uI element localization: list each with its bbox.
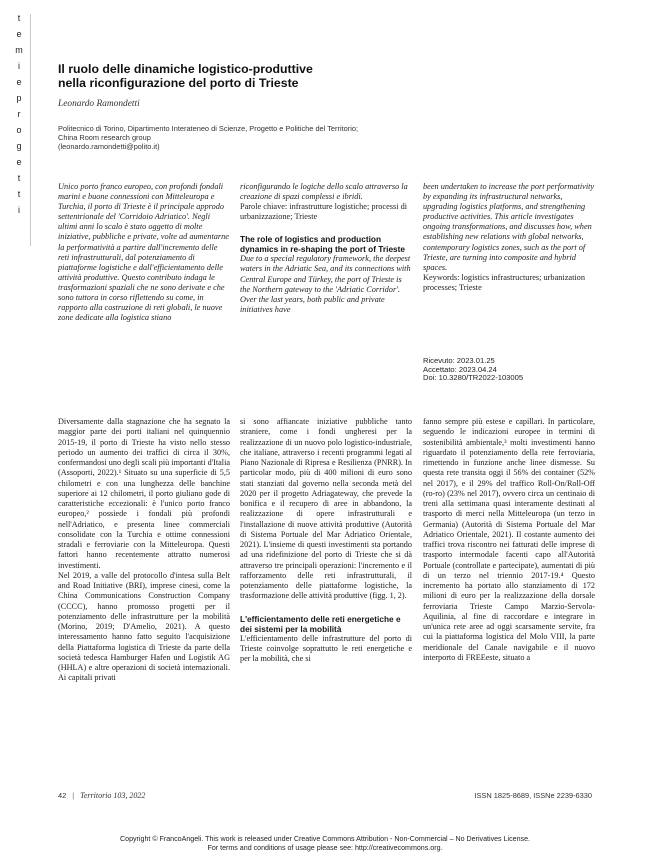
body-paragraph: fanno sempre più estese e capillari. In particolare, seguendo le indicazioni europee in termini di sostenibilità ambientale,³ molti investimenti hanno riguardato il potenziamento della rete ferroviaria, rimettendo in funzione anche linee dismesse. Su questa rete transita oggi il 56% dei container (52% nel 2017), e il 29% del traffico Roll-On/Roll-Off (ro-ro) (23% nel 2017), ovvero circa un centinaio di treni alla settimana quasi interamente destinati al trasporto di merci nella Mitteleuropa (un terzo in Germania) (Autorità di Sistema Portuale del Mar Adriatico Orientale, 2021). Il costante aumento dei traffici trova riscontro nei fatturati delle imprese di trasporto intermodale facenti capo all'Autorità Portuale (controllate e partecipate), aumentati di più di un terzo nel triennio 2017-19.⁴ Questo incremento ha portato allo stanziamento di 172 milioni di euro per la realizzazione della dorsale ferroviaria Trieste Campo Marzio-Servola-Aquilinia, al fine di raccordare e integrare in un'unica rete aree ad oggi scarsamente servite, fra cui la piattaforma logistica del Molo VIII, la parte meridionale del Canale navigabile e il nuovo interporto di FREEeste, situato a bbox=[423, 417, 595, 662]
author-affiliation bbox=[58, 124, 398, 152]
sidebar-letter: t bbox=[17, 189, 21, 199]
accepted-date: Accettato: 2023.04.24 bbox=[423, 364, 497, 374]
section-sidebar bbox=[12, 10, 26, 218]
folio-separator: | bbox=[72, 791, 75, 800]
title-line-1: Il ruolo delle dinamiche logistico-produttive bbox=[58, 62, 313, 76]
english-keywords: Keywords: logistics infrastructures; urbanization processes; Trieste bbox=[423, 272, 585, 292]
sidebar-letter: e bbox=[16, 77, 22, 87]
sidebar-letter: e bbox=[16, 157, 22, 167]
sidebar-letter: m bbox=[15, 45, 23, 55]
abstract-italian: Unico porto franco europeo, con profondi fondali marini e buone connessioni con Mitteleuropa e Turchia, il porto di Trieste è il principale approdo settentrionale del 'Corridoio Adriatico'. Negli ultimi anni lo scalo è stato oggetto di molte iniziative, pubbliche e private, volte ad aumentarne la performatività a partire dall'incremento delle reti infrastrutturali, dal potenziamento di piattaforme logistiche e dall'efficientamento delle attività produttive. Questo contributo indaga le trasformazioni spaziali che ne sono derivate e che sono tuttora in corso riflettendo su come, in rapporto alla costruzione di reti globali, le nuove zone dedicate alla logistica stiano bbox=[58, 182, 229, 323]
body-paragraph: Nel 2019, a valle del protocollo d'intesa sulla Belt and Road Initiative (BRI), imprese cinesi, come la China Communications Construction Company (CCCC), hanno promosso progetti per il potenziamento delle infrastrutture per la mobilità (Morino, 2019; D'Amelio, 2021). A questo interessamento hanno fatto seguito l'acquisizione della Piattaforma logistica di Trieste da parte della società tedesca Hamburger Hafen und Logistik AG (HHLA) e altre operazioni di società internazionali. Ai capitali privati bbox=[58, 570, 230, 683]
sidebar-letter: r bbox=[17, 109, 21, 119]
body-paragraph: L'efficientamento delle infrastrutture del porto di Trieste coinvolge soprattutto le reti energetiche e per la mobilità, che si bbox=[240, 633, 412, 664]
issn: ISSN 1825-8689, ISSNe 2239-6330 bbox=[474, 791, 592, 800]
article-metadata bbox=[423, 357, 523, 383]
english-title: The role of logistics and production dynamics in re-shaping the port of Trieste bbox=[240, 234, 406, 255]
doi[interactable]: Doi: 10.3280/TR2022-103005 bbox=[423, 373, 524, 383]
received-date: Ricevuto: 2023.01.25 bbox=[423, 356, 495, 365]
body-column-2 bbox=[240, 417, 412, 665]
journal-issue: Territorio 103, 2022 bbox=[80, 791, 146, 800]
sidebar-letter: g bbox=[16, 141, 22, 151]
author-email[interactable]: (leonardo.ramondetti@polito.it) bbox=[58, 142, 160, 152]
body-paragraph: si sono affiancate iniziative pubbliche tanto straniere, come i fondi ungheresi per la realizzazione di un nuovo polo logistico-industriale, che italiane, attraverso i recenti programmi legati al Piano Nazionale di Ripresa e Resilienza (PNRR). In particolar modo, più di 400 milioni di euro sono stati stanziati dal governo nella seconda metà del 2020 per il progetto Adriagateway, che prevede la bonifica e il recupero di aree in abbandono, la realizzazione di opere infrastrutturali e l'installazione di nuove attività produttive (Autorità di Sistema Portuale del Mar Adriatico Orientale, 2021). L'insieme di questi investimenti sta portando ad una ridefinizione del porto di Trieste che si dà attraverso tre principali operazioni: l'incremento e il rafforzamento delle reti infrastrutturali, il potenziamento delle piattaforme logistiche, la trasformazione delle attività produttive (figg. 1, 2). bbox=[240, 417, 412, 601]
sidebar-letter: o bbox=[16, 125, 22, 135]
article-title bbox=[58, 62, 438, 90]
page-folio bbox=[58, 791, 145, 800]
italian-keywords: Parole chiave: infrastrutture logistiche; processi di urbanizzazione; Trieste bbox=[240, 202, 408, 222]
abstract-english-continued: been undertaken to increase the port performativity by expanding its infrastructural networks, upgrading logistics platforms, and strengthening productive activities. This article investigates ongoing transformations, and discusses how, when establishing new relations with global networks, contemporary logistics zones, such as the port of Trieste, are turning into composite and hybrid spaces. bbox=[423, 182, 595, 272]
sidebar-letter: p bbox=[16, 93, 22, 103]
sidebar-letter: t bbox=[17, 13, 21, 23]
section-heading: L'efficientamento delle reti energetiche e dei sistemi per la mobilità bbox=[240, 613, 401, 634]
sidebar-divider bbox=[30, 14, 31, 246]
license-link[interactable]: For terms and conditions of usage please see: http://creativecommons.org. bbox=[207, 844, 443, 853]
page-number: 42 bbox=[58, 791, 67, 800]
sidebar-letter: e bbox=[16, 29, 22, 39]
body-column-1 bbox=[58, 417, 230, 684]
copyright-line: Copyright © FrancoAngeli. This work is released under Creative Commons Attribution - Non-Commercial – No Derivatives License. bbox=[120, 835, 530, 843]
author-name: Leonardo Ramondetti bbox=[58, 99, 140, 109]
affiliation-line: China Room research group bbox=[58, 133, 151, 143]
abstract-column-2 bbox=[240, 182, 412, 315]
abstract-column-3 bbox=[423, 182, 595, 293]
body-column-3 bbox=[423, 417, 595, 663]
sidebar-letter: i bbox=[18, 61, 20, 71]
copyright-notice bbox=[0, 835, 650, 853]
title-line-2: nella riconfigurazione del porto di Trieste bbox=[58, 76, 299, 90]
sidebar-letter: i bbox=[18, 205, 20, 215]
abstract-italian-continued: riconfigurando le logiche dello scalo attraverso la creazione di spazi complessi e ibridi. bbox=[240, 182, 408, 202]
sidebar-letter: t bbox=[17, 173, 21, 183]
abstract-english: Due to a special regulatory framework, the deepest waters in the Adriatic Sea, and its connections with Central Europe and Türkey, the port of Trieste is the Northern gateway to the 'Adriatic Corridor'. Over the last years, both public and private initiatives have bbox=[240, 254, 411, 314]
body-paragraph: Diversamente dalla stagnazione che ha segnato la maggior parte dei porti italiani nel quinquennio 2015-19, il porto di Trieste ha visto nello stesso periodo un aumento dei traffici di circa il 30%, confermandosi uno degli scali più importanti d'Italia (Assoporti, 2022).¹ Situato su una superficie di 5,5 chilometri e con una lunghezza delle banchine superiore ai 12 chilometri, il porto giuliano gode di caratteristiche eccezionali: è l'unico porto franco europeo,² possiede i fondali più profondi nell'Adriatico, e presenta linee commerciali consolidate con la Turchia e ottime connessioni stradali e ferroviarie con la Mitteleuropa. Questi fattori hanno recentemente attratto numerosi investimenti. bbox=[58, 417, 230, 570]
affiliation-line: Politecnico di Torino, Dipartimento Interateneo di Scienze, Progetto e Politiche del Territorio; bbox=[58, 124, 359, 133]
